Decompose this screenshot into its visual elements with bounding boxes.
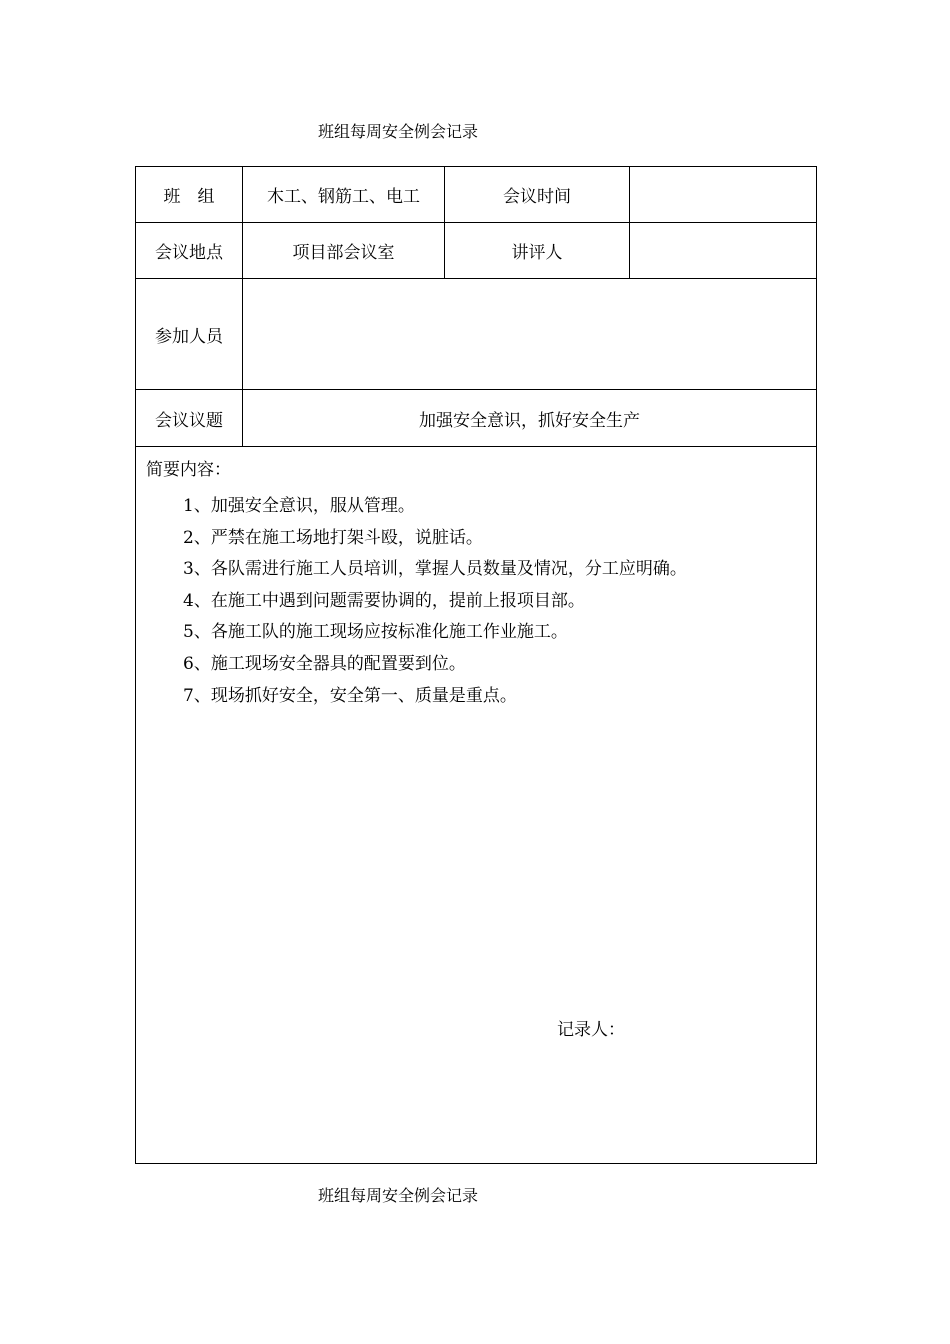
table-row — [136, 447, 817, 1164]
attendees-label: 参加人员 — [136, 279, 243, 390]
list-item: 2、严禁在施工场地打架斗殴，说脏话。 — [183, 527, 483, 548]
meeting-topic-label: 会议议题 — [136, 390, 243, 447]
team-label: 班 组 — [136, 167, 243, 223]
meeting-time-value — [630, 167, 817, 223]
document-title: 班组每周安全例会记录 — [318, 122, 479, 141]
list-item: 6、施工现场安全器具的配置要到位。 — [183, 653, 466, 674]
list-item: 5、各施工队的施工现场应按标准化施工作业施工。 — [183, 622, 568, 643]
attendees-value — [243, 279, 817, 390]
reviewer-value — [630, 223, 817, 279]
table-row — [136, 167, 817, 223]
list-item: 7、现场抓好安全，安全第一、质量是重点。 — [183, 685, 517, 706]
list-item: 1、加强安全意识，服从管理。 — [183, 496, 415, 516]
summary-heading: 简要内容： — [146, 460, 231, 480]
document-title-repeat: 班组每周安全例会记录 — [318, 1186, 479, 1205]
summary-list — [183, 491, 687, 712]
meeting-location-value: 项目部会议室 — [243, 223, 445, 279]
summary-cell — [136, 447, 817, 1164]
table-row — [136, 390, 817, 447]
table-row — [136, 223, 817, 279]
meeting-location-label: 会议地点 — [136, 223, 243, 279]
list-item: 3、各队需进行施工人员培训，掌握人员数量及情况，分工应明确。 — [183, 559, 687, 580]
reviewer-label: 讲评人 — [445, 223, 630, 279]
recorder-label: 记录人： — [557, 1020, 625, 1040]
meeting-topic-value: 加强安全意识，抓好安全生产 — [243, 390, 817, 447]
list-item: 4、在施工中遇到问题需要协调的，提前上报项目部。 — [183, 590, 585, 611]
meeting-record-table — [135, 166, 817, 1164]
table-row — [136, 279, 817, 390]
meeting-time-label: 会议时间 — [445, 167, 630, 223]
team-value: 木工、钢筋工、电工 — [243, 167, 445, 223]
